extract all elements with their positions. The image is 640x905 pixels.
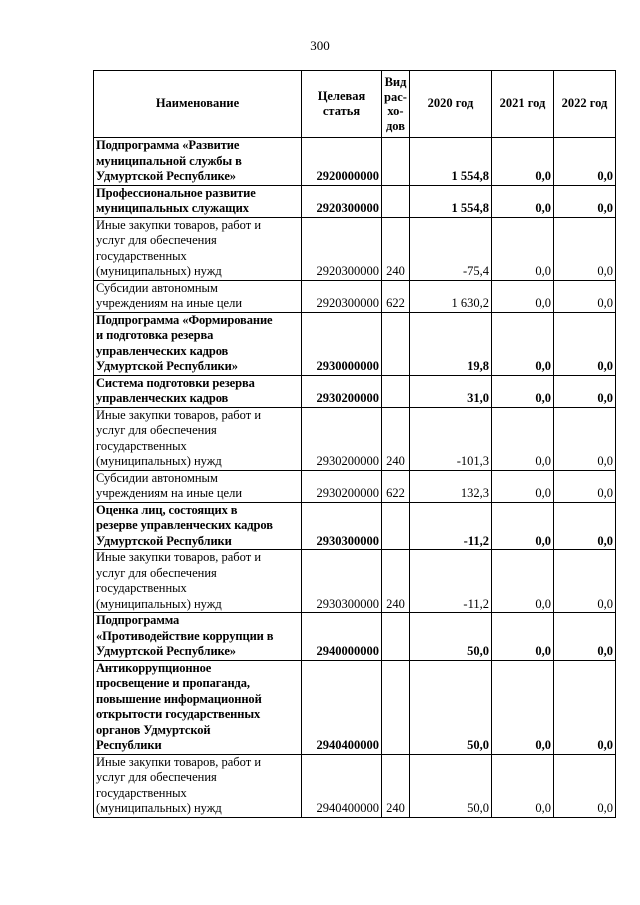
row-value-2020: 50,0 [410,613,492,661]
row-name-line: Субсидии автономным [96,470,218,485]
table-row [94,138,616,186]
row-name [94,470,302,502]
row-target-article: 2930000000 [302,312,382,375]
row-value-2020: 50,0 [410,660,492,754]
row-name-line: государственных [96,785,187,800]
row-target-article: 2940000000 [302,613,382,661]
row-expense-type: 622 [382,280,410,312]
row-name-line: государственных [96,438,187,453]
row-value-2022: 0,0 [554,138,616,186]
row-name-line: Иные закупки товаров, работ и [96,217,262,232]
table-body [94,138,616,818]
row-name-line: Подпрограмма [96,613,180,627]
row-target-article: 2930300000 [302,550,382,613]
row-target-article: 2920300000 [302,217,382,280]
row-value-2021: 0,0 [492,217,554,280]
row-name-line: Удмуртской Республике» [96,169,236,183]
row-value-2021: 0,0 [492,470,554,502]
row-name-line: Удмуртской Республике» [96,644,236,658]
table-row [94,502,616,550]
row-value-2022: 0,0 [554,502,616,550]
header-name: Наименование [94,71,302,138]
row-name [94,138,302,186]
row-value-2020: 50,0 [410,754,492,817]
row-name-line: услуг для обеспечения [96,423,217,437]
row-target-article: 2920300000 [302,185,382,217]
row-name [94,660,302,754]
row-value-2022: 0,0 [554,217,616,280]
row-name-line: услуг для обеспечения [96,770,217,784]
row-name-line: учреждениям на иные цели [96,486,243,500]
row-name-line: государственных [96,248,187,263]
row-name-line: (муниципальных) нужд [96,801,222,815]
row-name-line: Республики [96,738,162,752]
row-name [94,312,302,375]
row-name-line: муниципальных служащих [96,201,249,215]
budget-table [93,70,616,818]
row-value-2020: 19,8 [410,312,492,375]
row-expense-type [382,660,410,754]
header-expense-type [382,71,410,138]
row-name [94,550,302,613]
row-name-line: открытости государственных [96,707,261,721]
row-expense-type [382,312,410,375]
row-expense-type [382,502,410,550]
row-value-2022: 0,0 [554,660,616,754]
row-name-line: Подпрограмма «Развитие [96,138,240,152]
row-name-line: управленческих кадров [96,391,229,405]
row-value-2020: 132,3 [410,470,492,502]
row-value-2020: -75,4 [410,217,492,280]
row-value-2021: 0,0 [492,312,554,375]
row-value-2022: 0,0 [554,375,616,407]
row-value-2021: 0,0 [492,754,554,817]
row-name-line: (муниципальных) нужд [96,264,222,278]
row-name-line: Оценка лиц, состоящих в [96,502,238,517]
row-name [94,407,302,470]
table-row [94,407,616,470]
header-2020: 2020 год [410,71,492,138]
table-row [94,754,616,817]
row-value-2022: 0,0 [554,613,616,661]
row-value-2020: -101,3 [410,407,492,470]
row-name-line: органов Удмуртской [96,722,211,737]
row-name-line: государственных [96,581,187,595]
row-name-line: (муниципальных) нужд [96,596,222,611]
table-row [94,280,616,312]
row-name-line: услуг для обеспечения [96,233,217,247]
row-value-2021: 0,0 [492,375,554,407]
row-value-2021: 0,0 [492,550,554,613]
table-row [94,470,616,502]
row-expense-type: 622 [382,470,410,502]
row-value-2020: -11,2 [410,550,492,613]
row-name-line: Субсидии автономным [96,280,218,295]
row-name [94,280,302,312]
table-row [94,185,616,217]
row-target-article: 2940400000 [302,660,382,754]
row-name [94,375,302,407]
row-name-line: и подготовка резерва [96,328,214,342]
row-name-line: (муниципальных) нужд [96,454,222,468]
row-value-2020: 1 630,2 [410,280,492,312]
row-target-article: 2920300000 [302,280,382,312]
row-expense-type [382,375,410,407]
table-row [94,217,616,280]
row-value-2022: 0,0 [554,407,616,470]
row-expense-type: 240 [382,550,410,613]
row-expense-type [382,138,410,186]
table-row [94,660,616,754]
row-name-line: услуг для обеспечения [96,565,217,580]
header-target-article [302,71,382,138]
header-type-line: рас- [384,89,407,104]
header-type-line: хо- [387,104,404,118]
row-target-article: 2940400000 [302,754,382,817]
row-value-2022: 0,0 [554,312,616,375]
table-row [94,312,616,375]
table-row [94,550,616,613]
row-value-2020: -11,2 [410,502,492,550]
row-value-2021: 0,0 [492,613,554,661]
row-target-article: 2930300000 [302,502,382,550]
row-name-line: просвещение и пропаганда, [96,676,250,690]
row-target-article: 2930200000 [302,375,382,407]
table-header-row [94,71,616,138]
row-value-2021: 0,0 [492,138,554,186]
page-number: 300 [310,38,330,53]
row-expense-type [382,185,410,217]
header-type-line: дов [385,118,405,133]
table-row [94,375,616,407]
row-value-2022: 0,0 [554,185,616,217]
row-name [94,613,302,661]
row-value-2022: 0,0 [554,550,616,613]
header-2022: 2022 год [554,71,616,138]
row-name [94,502,302,550]
row-value-2020: 31,0 [410,375,492,407]
row-name-line: Иные закупки товаров, работ и [96,550,262,564]
row-name-line: Иные закупки товаров, работ и [96,754,262,769]
row-name-line: Подпрограмма «Формирование [96,312,273,327]
row-name-line: Удмуртской Республики» [96,359,238,373]
header-2021: 2021 год [492,71,554,138]
row-value-2021: 0,0 [492,502,554,550]
row-value-2021: 0,0 [492,407,554,470]
header-target-line: Целевая [317,88,366,103]
row-value-2021: 0,0 [492,185,554,217]
row-name-line: Профессиональное развитие [96,185,256,200]
row-name-line: повышение информационной [96,691,262,706]
row-value-2022: 0,0 [554,280,616,312]
row-name-line: Система подготовки резерва [96,375,255,390]
row-value-2020: 1 554,8 [410,138,492,186]
row-name-line: учреждениям на иные цели [96,296,243,310]
row-expense-type: 240 [382,754,410,817]
row-expense-type [382,613,410,661]
header-target-line: статья [322,104,361,118]
row-expense-type: 240 [382,217,410,280]
row-value-2020: 1 554,8 [410,185,492,217]
row-target-article: 2930200000 [302,470,382,502]
row-name-line: резерве управленческих кадров [96,518,273,532]
row-value-2022: 0,0 [554,470,616,502]
row-name [94,754,302,817]
row-target-article: 2930200000 [302,407,382,470]
row-name-line: Иные закупки товаров, работ и [96,407,262,422]
row-name-line: Антикоррупционное [96,660,212,675]
row-name-line: «Противодействие коррупции в [96,628,274,643]
row-value-2021: 0,0 [492,660,554,754]
row-name-line: Удмуртской Республики [96,533,232,548]
row-expense-type: 240 [382,407,410,470]
row-name-line: муниципальной службы в [96,153,242,168]
row-name-line: управленческих кадров [96,343,229,358]
table-row [94,613,616,661]
header-type-line: Вид [384,75,407,89]
row-target-article: 2920000000 [302,138,382,186]
row-name [94,217,302,280]
row-name [94,185,302,217]
row-value-2021: 0,0 [492,280,554,312]
row-value-2022: 0,0 [554,754,616,817]
